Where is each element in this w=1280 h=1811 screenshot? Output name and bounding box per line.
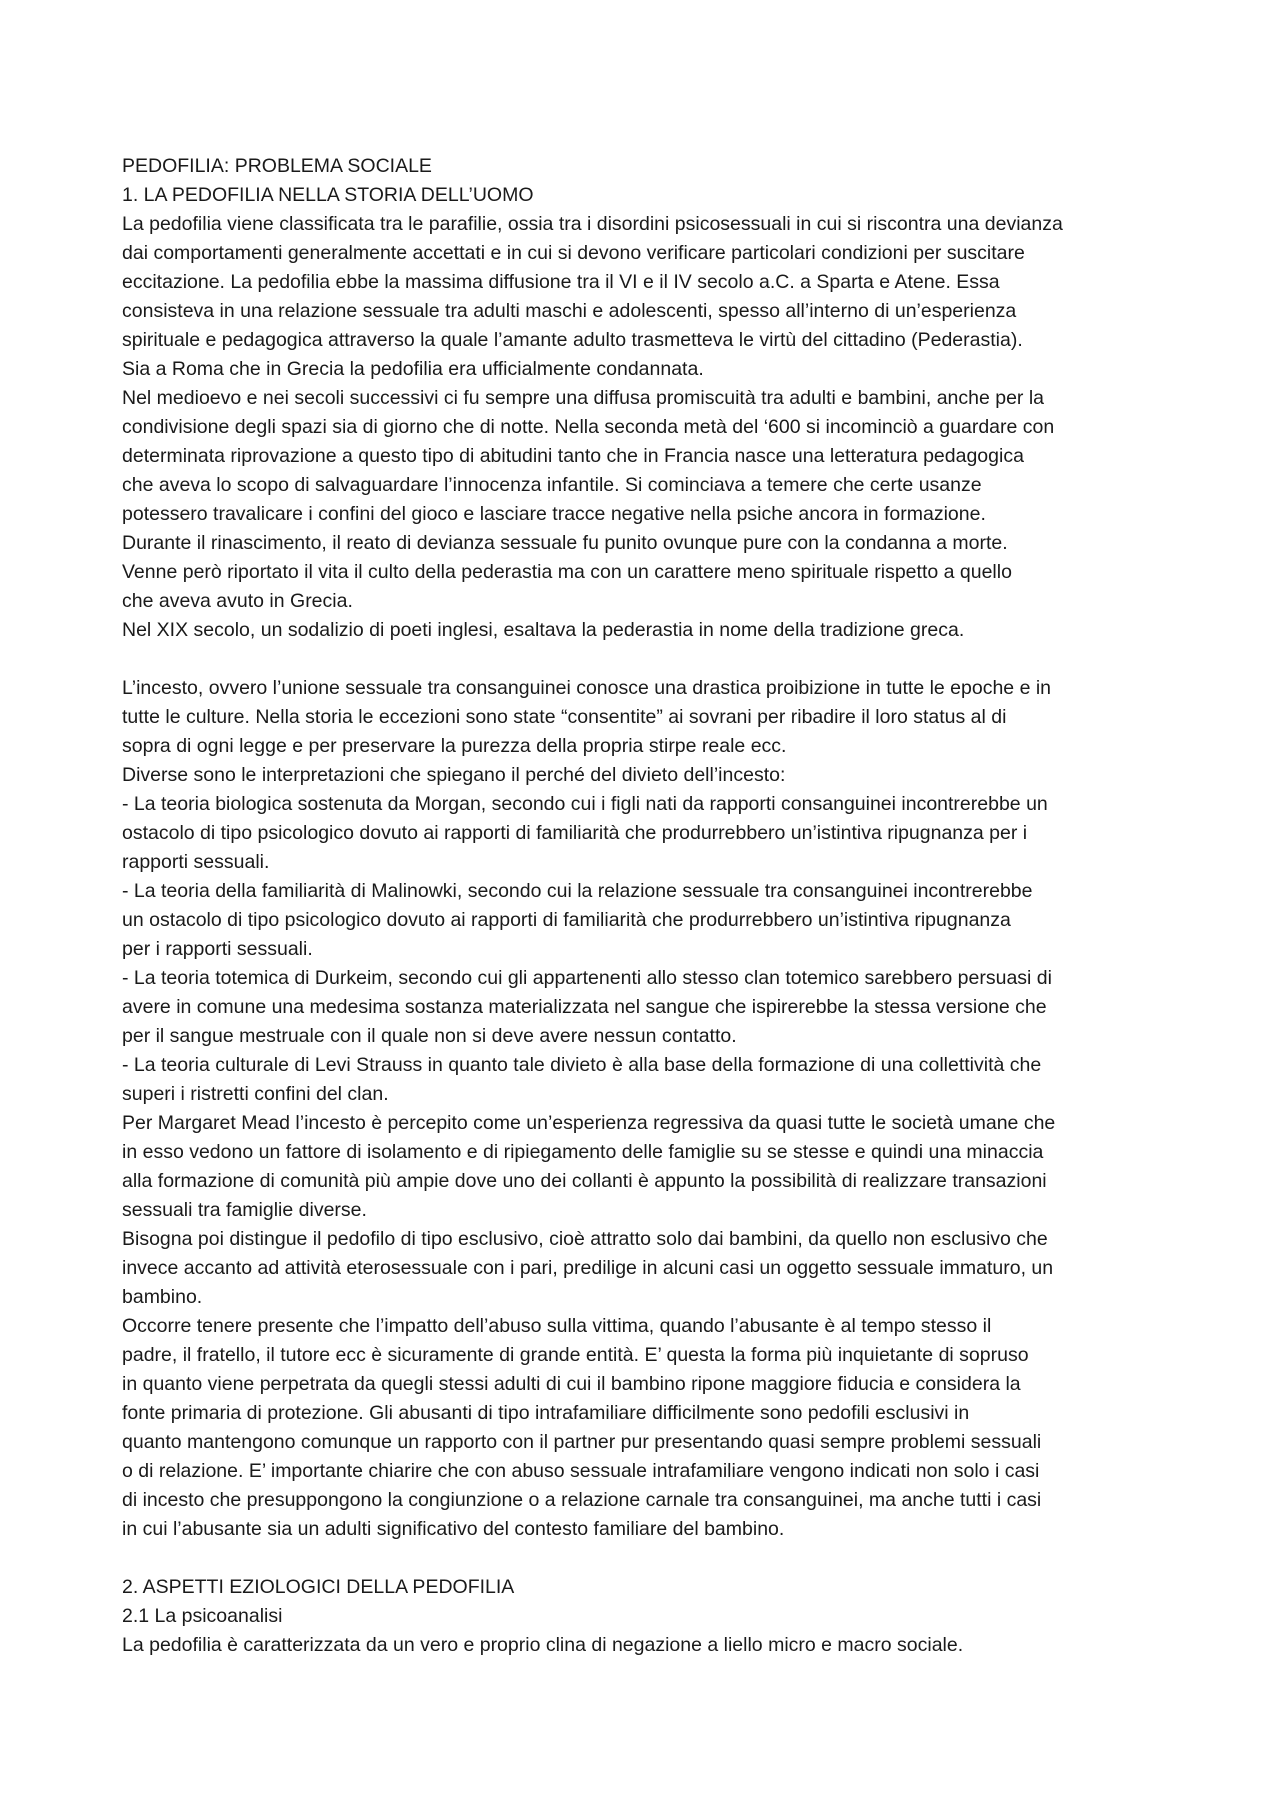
blank-line <box>122 645 1170 674</box>
text-line: sopra di ogni legge e per preservare la purezza della propria stirpe reale ecc. <box>122 735 787 757</box>
text-line: Sia a Roma che in Grecia la pedofilia era ufficialmente condannata. <box>122 358 704 380</box>
text-line: per il sangue mestruale con il quale non si deve avere nessun contatto. <box>122 1025 737 1047</box>
text-line: La pedofilia è caratterizzata da un vero e proprio clina di negazione a liello micro e macro sociale. <box>122 1634 964 1656</box>
text-line: in cui l’abusante sia un adulti significativo del contesto familiare del bambino. <box>122 1518 785 1540</box>
text-line: alla formazione di comunità più ampie dove uno dei collanti è appunto la possibilità di realizzare transazioni <box>122 1170 1047 1192</box>
text-line: ostacolo di tipo psicologico dovuto ai rapporti di familiarità che produrrebbero un’istintiva ripugnanza per i <box>122 822 1028 844</box>
text-line: Diverse sono le interpretazioni che spiegano il perché del divieto dell’incesto: <box>122 764 786 786</box>
list-item <box>122 877 1170 964</box>
paragraph <box>122 529 1170 616</box>
text-line: Occorre tenere presente che l’impatto dell’abuso sulla vittima, quando l’abusante è al tempo stesso il <box>122 1315 992 1337</box>
subsection-heading: 2.1 La psicoanalisi <box>122 1605 283 1627</box>
paragraph <box>122 1312 1170 1544</box>
list-item <box>122 1051 1170 1109</box>
document-title: PEDOFILIA: PROBLEMA SOCIALE <box>122 155 432 177</box>
text-line: superi i ristretti confini del clan. <box>122 1083 389 1105</box>
text-line: Nel medioevo e nei secoli successivi ci fu sempre una diffusa promiscuità tra adulti e bambini, anche per la <box>122 387 1045 409</box>
text-line: che aveva avuto in Grecia. <box>122 590 353 612</box>
paragraph <box>122 674 1170 761</box>
paragraph <box>122 1631 1170 1660</box>
paragraph <box>122 761 1170 790</box>
text-line: che aveva lo scopo di salvaguardare l’innocenza infantile. Si cominciava a temere che certe usanze <box>122 474 982 496</box>
text-line: sessuali tra famiglie diverse. <box>122 1199 367 1221</box>
text-line: padre, il fratello, il tutore ecc è sicuramente di grande entità. E’ questa la forma più inquietante di sopruso <box>122 1344 1029 1366</box>
list-item <box>122 790 1170 877</box>
text-line: Bisogna poi distingue il pedofilo di tipo esclusivo, cioè attratto solo dai bambini, da quello non esclusivo che <box>122 1228 1048 1250</box>
list-item <box>122 964 1170 1051</box>
text-line: condivisione degli spazi sia di giorno che di notte. Nella seconda metà del ‘600 si incominciò a guardare con <box>122 416 1055 438</box>
paragraph <box>122 210 1170 384</box>
text-line: Per Margaret Mead l’incesto è percepito come un’esperienza regressiva da quasi tutte le società umane che <box>122 1112 1056 1134</box>
text-line: fonte primaria di protezione. Gli abusanti di tipo intrafamiliare difficilmente sono pedofili esclusivi in <box>122 1402 970 1424</box>
text-line: o di relazione. E’ importante chiarire che con abuso sessuale intrafamiliare vengono indicati non solo i casi <box>122 1460 1040 1482</box>
text-line: - La teoria totemica di Durkeim, secondo cui gli appartenenti allo stesso clan totemico sarebbero persuasi di <box>122 967 1052 989</box>
paragraph <box>122 1225 1170 1312</box>
text-line: un ostacolo di tipo psicologico dovuto ai rapporti di familiarità che produrrebbero un’istintiva ripugnanza <box>122 909 1011 931</box>
text-line: rapporti sessuali. <box>122 851 270 873</box>
text-line: - La teoria della familiarità di Malinowki, secondo cui la relazione sessuale tra consanguinei incontrerebbe <box>122 880 1033 902</box>
text-line: invece accanto ad attività eterosessuale con i pari, predilige in alcuni casi un oggetto sessuale immaturo, un <box>122 1257 1054 1279</box>
text-line: eccitazione. La pedofilia ebbe la massima diffusione tra il VI e il IV secolo a.C. a Sparta e Atene. Essa <box>122 271 1000 293</box>
text-line: consisteva in una relazione sessuale tra adulti maschi e adolescenti, spesso all’interno di un’esperienza <box>122 300 1017 322</box>
text-line: quanto mantengono comunque un rapporto con il partner pur presentando quasi sempre problemi sessuali <box>122 1431 1042 1453</box>
text-line: spirituale e pedagogica attraverso la quale l’amante adulto trasmetteva le virtù del cittadino (Pederastia). <box>122 329 1023 351</box>
text-line: determinata riprovazione a questo tipo di abitudini tanto che in Francia nasce una letteratura pedagogica <box>122 445 1024 467</box>
text-line: L’incesto, ovvero l’unione sessuale tra consanguinei conosce una drastica proibizione in tutte le epoche e in <box>122 677 1052 699</box>
paragraph <box>122 384 1170 529</box>
text-line: per i rapporti sessuali. <box>122 938 313 960</box>
paragraph <box>122 616 1170 645</box>
text-line: La pedofilia viene classificata tra le parafilie, ossia tra i disordini psicosessuali in cui si riscontra una devianza <box>122 213 1063 235</box>
text-line: in quanto viene perpetrata da quegli stessi adulti di cui il bambino ripone maggiore fiducia e considera la <box>122 1373 1021 1395</box>
text-line: - La teoria biologica sostenuta da Morgan, secondo cui i figli nati da rapporti consanguinei incontrerebbe un <box>122 793 1048 815</box>
text-line: - La teoria culturale di Levi Strauss in quanto tale divieto è alla base della formazione di una collettività che <box>122 1054 1042 1076</box>
text-line: dai comportamenti generalmente accettati e in cui si devono verificare particolari condizioni per suscitare <box>122 242 1025 264</box>
text-line: bambino. <box>122 1286 203 1308</box>
text-line: tutte le culture. Nella storia le eccezioni sono state “consentite” ai sovrani per ribadire il loro status al di <box>122 706 1007 728</box>
text-line: in esso vedono un fattore di isolamento e di ripiegamento delle famiglie su se stesse e quindi una minaccia <box>122 1141 1044 1163</box>
text-line: Nel XIX secolo, un sodalizio di poeti inglesi, esaltava la pederastia in nome della tradizione greca. <box>122 619 965 641</box>
blank-line <box>122 1544 1170 1573</box>
section-heading: 2. ASPETTI EZIOLOGICI DELLA PEDOFILIA <box>122 1576 515 1598</box>
text-line: Venne però riportato il vita il culto della pederastia ma con un carattere meno spirituale rispetto a quello <box>122 561 1012 583</box>
paragraph <box>122 1109 1170 1225</box>
text-line: avere in comune una medesima sostanza materializzata nel sangue che ispirerebbe la stessa versione che <box>122 996 1047 1018</box>
text-line: Durante il rinascimento, il reato di devianza sessuale fu punito ovunque pure con la condanna a morte. <box>122 532 1008 554</box>
section-heading: 1. LA PEDOFILIA NELLA STORIA DELL’UOMO <box>122 184 534 206</box>
text-line: di incesto che presuppongono la congiunzione o a relazione carnale tra consanguinei, ma anche tutti i casi <box>122 1489 1042 1511</box>
text-line: potessero travalicare i confini del gioco e lasciare tracce negative nella psiche ancora in formazione. <box>122 503 986 525</box>
